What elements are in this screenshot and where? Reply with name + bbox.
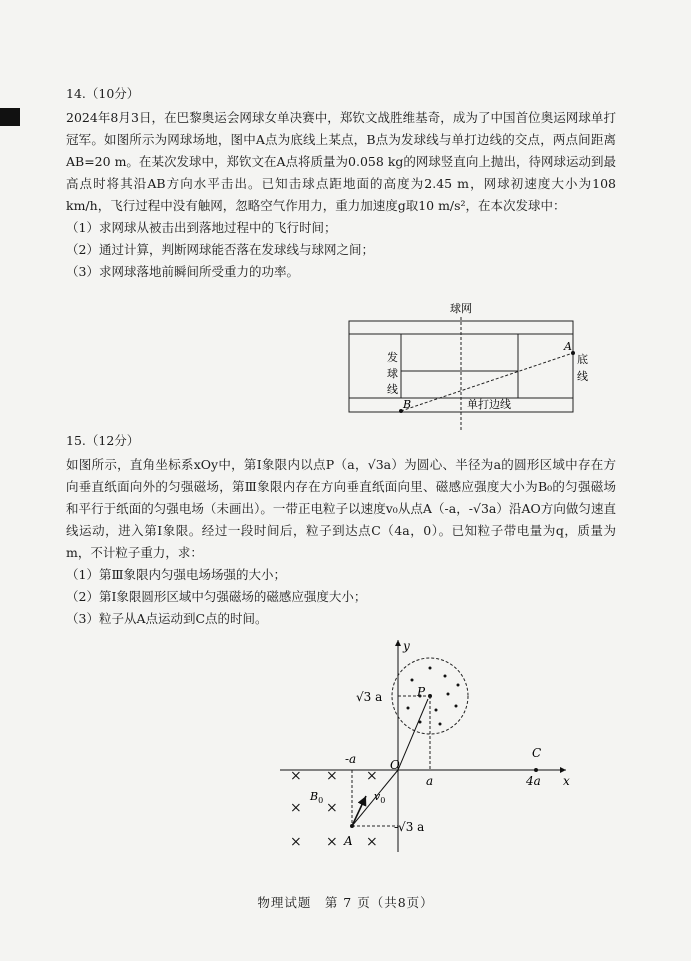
a-tick-label: a — [426, 774, 434, 788]
q15-sub1: （1）第Ⅲ象限内匀强电场场强的大小； — [66, 567, 287, 582]
cross-5: × — [326, 800, 338, 816]
cross-7: × — [326, 834, 338, 850]
point-c-dot — [534, 768, 538, 772]
q14-sub2: （2）通过计算，判断网球能否落在发球线与球网之间； — [66, 242, 374, 257]
question-14 — [66, 84, 616, 283]
x-axis-label: x — [563, 774, 570, 788]
q14-sub3: （3）求网球落地前瞬间所受重力的功率。 — [66, 264, 299, 279]
coordinate-figure — [270, 630, 590, 860]
service-line-label-3: 线 — [387, 383, 398, 396]
q14-number: 14.（10分） — [66, 86, 140, 101]
q14-paragraph: 2024年8月3日，在巴黎奥运会网球女单决赛中，郑钦文战胜维基奇，成为了中国首位奥运网球单打冠军。如图所示为网球场地，图中A点为底线上某点，B点为发球线与单打边线的交点，两点间距离AB=20 m。在某次发球中，郑钦文在A点将质量为0.058 kg的网球竖直向上抛出，待网球运动到最高点时将其沿AB方向水平击出。已知击球点距地面的高度为2.45 m，网球初速度大小为108 km/h，飞行过程中没有触网，忽略空气作用力，重力加速度g取10 m/s²，在本次发球中： — [66, 110, 616, 213]
q15-number: 15.（12分） — [66, 433, 140, 448]
v0-label: $v_0$ — [374, 790, 386, 805]
y-axis-label: y — [403, 639, 410, 653]
baseline-label-1: 底 — [577, 353, 588, 366]
cross-3: × — [366, 768, 378, 784]
four-a-tick-label: 4a — [526, 774, 541, 788]
q15-paragraph: 如图所示，直角坐标系xOy中，第Ⅰ象限内以点P（a，√3a）为圆心、半径为a的圆形区域中存在方向垂直纸面向外的匀强磁场，第Ⅲ象限内存在方向垂直纸面向里、磁感应强度大小为B₀的匀强磁场和平行于纸面的匀强电场（未画出）。一带正电粒子以速度v₀从点A（-a，-√3a）沿AO方向做匀速直线运动，进入第Ⅰ象限。经过一段时间后，粒子到达点C（4a，0）。已知粒子带电量为q，质量为m，不计粒子重力，求： — [66, 457, 616, 560]
point-c-label: C — [532, 746, 542, 760]
service-line-label-1: 发 — [387, 351, 398, 364]
question-15 — [66, 431, 616, 630]
point-a-dot — [350, 824, 354, 828]
baseline-label-2: 线 — [577, 370, 588, 383]
singles-sideline-label: 单打边线 — [467, 398, 511, 411]
point-b-label: B — [403, 398, 412, 411]
field-crosses — [290, 768, 378, 850]
cross-1: × — [290, 768, 302, 784]
cross-8: × — [366, 834, 378, 850]
q14-sub1: （1）求网球从被击出到落地过程中的飞行时间； — [66, 220, 337, 235]
cross-6: × — [290, 834, 302, 850]
neg-sqrt3a-label: -√3 a — [394, 820, 425, 834]
q15-sub3: （3）粒子从A点运动到C点的时间。 — [66, 611, 268, 626]
path-o-to-p — [398, 699, 428, 770]
neg-a-label: -a — [345, 752, 357, 766]
cross-4: × — [290, 800, 302, 816]
page-footer: 物理试题 第 7 页（共8页） — [257, 895, 434, 910]
page-edge-marker — [0, 108, 20, 126]
point-a-label: A — [564, 340, 572, 353]
origin-label: O — [390, 758, 400, 772]
sqrt3a-label: √3 a — [356, 690, 383, 704]
net-label: 球网 — [450, 302, 472, 315]
b0-label: $B_0$ — [310, 790, 324, 805]
service-line-label-2: 球 — [387, 367, 398, 380]
q15-sub2: （2）第Ⅰ象限圆形区域中匀强磁场的磁感应强度大小； — [66, 589, 367, 604]
cross-2: × — [326, 768, 338, 784]
point-p-label: P — [417, 685, 426, 699]
point-a-label: A — [344, 834, 353, 848]
tennis-court-figure — [340, 300, 590, 435]
